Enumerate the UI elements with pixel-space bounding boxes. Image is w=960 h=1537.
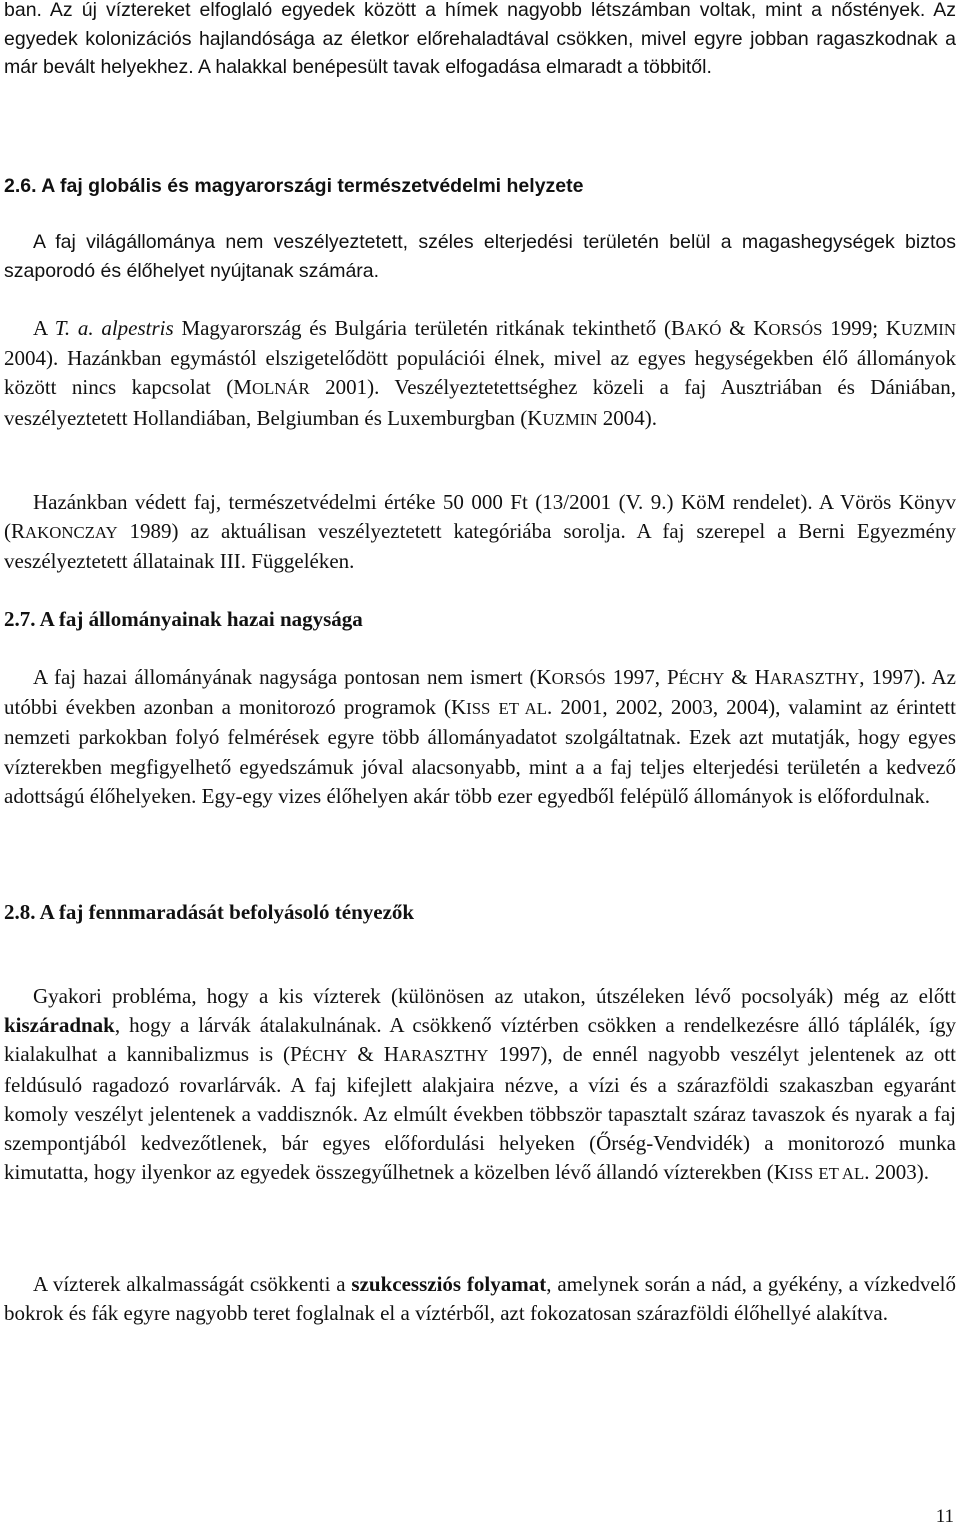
page-number: 11 (935, 1506, 954, 1527)
citation-author: RAKONCZAY (11, 519, 118, 544)
citation-author: HARASZTHY (383, 1042, 489, 1067)
citation-author: KISS (773, 1160, 814, 1185)
citation-author: PÉCHY (290, 1042, 348, 1067)
citation-author: PÉCHY (666, 665, 725, 689)
citation-et-al: ET AL (818, 1164, 865, 1184)
paragraph-population-size: A faj hazai állományának nagysága pontosan nem ismert (KORSÓS 1997, PÉCHY & HARASZTHY, 1997). Az utóbbi években azonban a monitorozó programok (KISS ET AL. 2001, 2002, 2003, 2004), valamint az érintett nemzeti parkokban folyó felmérések egyre több állományadatot szolgáltatnak. Ezek azt mutatják, hogy egyes vízterekben megfigyelhető egyedszámuk jóval alacsonyabb, mint a a faj teljes elterjedési területén a kedvező adottságú élőhelyeken. Egy-egy vizes élőhelyen akár több ezer egyedből felépülő állományok is előfordulnak. (4, 665, 957, 808)
paragraph-succession: A vízterek alkalmasságát csökkenti a szukcessziós folyamat, amelynek során a nád, a gyékény, a vízkedvelő bokrok és fák egyre nagyobb teret foglalnak el a víztérből, azt fokozatosan szárazföldi élőhellyé alakítva. (4, 1272, 957, 1326)
paragraph-global-status: A faj világállománya nem veszélyeztetett, széles elterjedési területén belül a magashegységek biztos szaporodó és élőhelyet nyújtanak számára. (4, 231, 956, 282)
bold-term: szukcessziós folyamat (351, 1272, 547, 1296)
species-name: T. a. alpestris (54, 316, 174, 340)
citation-author: KUZMIN (885, 316, 956, 340)
paragraph-protection: Hazánkban védett faj, természetvédelmi értéke 50 000 Ft (13/2001 (V. 9.) KöM rendelet). A Vörös Könyv (RAKONCZAY 1989) az aktuálisan veszélyeztetett kategóriába sorolja. A faj szerepel a Berni Egyezmény veszélyeztetett állatainak III. Függeléken. (4, 490, 956, 574)
citation-author: BAKÓ (671, 316, 722, 340)
citation-author: KORSÓS (753, 316, 823, 340)
paragraph-national-status: A T. a. alpestris Magyarország és Bulgária területén ritkának tekinthető (BAKÓ & KORSÓS 1999; KUZMIN 2004). Hazánkban egymástól elszigetelődött populációi élnek, mivel az egyes hegységekben élő állományok között nincs kapcsolat (MOLNÁR 2001). Veszélyeztetettséghez közeli a faj Ausztriában és Dániában, veszélyeztetett Hollandiában, Belgiumban és Luxemburgban (KUZMIN 2004). (4, 316, 956, 430)
citation-author: KORSÓS (536, 665, 606, 689)
section-heading-2-7: 2.7. A faj állományainak hazai nagysága (4, 607, 363, 631)
citation-et-al: ET AL (498, 699, 548, 719)
citation-author: HARASZTHY (754, 665, 860, 689)
paragraph-continuation: ban. Az új víztereket elfoglaló egyedek között a hímek nagyobb létszámban voltak, mint a nőstények. Az egyedek kolonizációs hajlandósága az életkor előrehaladtával csökken, mivel egyre jobban ragaszkodnak a már bevált helyekhez. A halakkal benépesült tavak elfogadása elmaradt a többitől. (4, 0, 956, 78)
paragraph-threats: Gyakori probléma, hogy a kis vízterek (különösen az utakon, útszéleken lévő pocsolyák) még az előtt kiszáradnak, hogy a lárvák átalakulnának. A csökkenő víztérben csökken a rendelkezésre álló táplálék, így kialakulhat a kannibalizmus is (PÉCHY & HARASZTHY 1997), de ennél nagyobb veszélyt jelentenek az ott feldúsuló ragadozó rovarlárvák. A faj kifejlett alakjaira nézve, a vízi és a szárazföldi szakaszban egyaránt komoly veszélyt jelentenek a vaddisznók. Az elmúlt években többször tapasztalt száraz tavaszok és nyarak a faj szempontjából kedvezőtlenek, bár egyes előfordulási helyeken (Őrség-Vendvidék) a monitorozó munka kimutatta, hogy ilyenkor az egyedek összegyűlhetnek a közelben lévő állandó vízterekben (KISS ET AL. 2003). (4, 984, 957, 1185)
citation-author: MOLNÁR (233, 375, 310, 400)
section-heading-2-8: 2.8. A faj fennmaradását befolyásoló tényezők (4, 900, 415, 924)
bold-term: kiszáradnak (4, 1013, 115, 1038)
citation-author: KUZMIN (527, 405, 598, 430)
section-heading-2-6: 2.6. A faj globális és magyarországi természetvédelmi helyzete (4, 175, 584, 197)
citation-author: KISS (450, 695, 491, 720)
